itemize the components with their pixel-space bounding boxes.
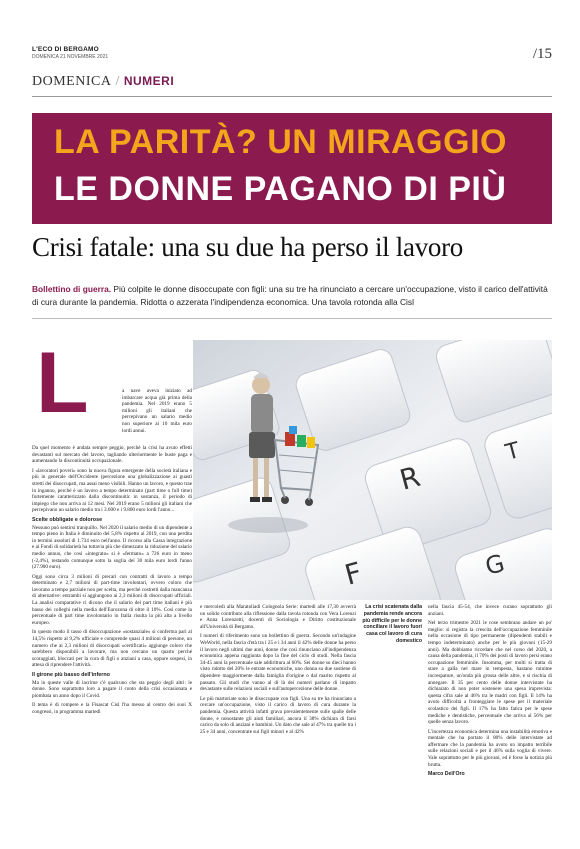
paragraph: Oggi sono circa 3 milioni di precari con contratti di lavoro a tempo determinato e 2,7 milioni di part-time involontari, ovvero coloro che lavorano a tempo parziale non per scelta, ma perché costretti dalla mancanza di alternative: entrambi si aggiungono ai 2,3 milioni di disoccupati ufficiali. La analisi comparative ci dicono che il salario dei part time italiani è più basso dei colleghi nella media dell'Eurozona di oltre il 10%. Così come la percentuale di part time involontario in Italia risulta la più alta a livello europeo. [32,573,192,626]
paragraph: I «lavoratori poveri» sono la nuova figura emergente della società italiana e più in generale dell'Occidente (percezione una globalizzazione ai guasti stretti dei disoccupati, ma assai meno visibili. Hanno un lavoro, e questo trae in inganno, perché è un lavoro a tempo determinato (part time o full time) fortemente caratterizzato dalla discontinuità: in sostanza, il periodo di impiego che non arriva ai 12 mesi. Nel 2019 erano 5 milioni gli italiani che percepivano un salario medio tra i 3.600 e i 9.800 euro lordi l'anno... [32,467,192,514]
headline-banner [32,113,552,224]
author-signature: Marco Dell'Oro [428,771,465,778]
paragraph: Nel terzo trimestre 2021 le cose sembrano andare un po' meglio: si registra la crescita dell'occupazione femminile nella occasione di tipo permanente (dipendenti stabili e tempo indeterminato) anche per le più giovani (15-29 anni). Ma dobbiamo ricordare che nel corso del 2020, a causa della pandemia, il 70% dei posti di lavoro persi erano occupazione femminile. Insomma, per molti si tratta di stare a galla nel mare in tempesta, bastano minime increspature, un'onda più grossa delle altre, e si rischia di annegare. Il 35 per cento delle donne intervistate ha dichiarato di non poter sostenere una spesa imprevista: questa cifra sale al 46% tra le madri con figli. Il 14% ha avuto difficoltà a fronteggiare le spese per il materiale scolastico dei figli. Il 17% ha fatto fatica per le spese mediche e dentistiche, percentuale che arriva al 56% per quelle senza lavoro. [428,620,552,726]
paragraph: Da quel momento è andata sempre peggio, perché la crisi ha avuto effetti devastanti sul mercato del lavoro, tagliando ulteriormente le buste paga e aumentando la discontinuità occupazionale. [32,445,192,465]
section-header [32,74,174,92]
svg-text:F: F [341,555,366,592]
svg-text:T: T [503,438,523,466]
summary-text: Più colpite le donne disoccupate con figli: una su tre ha rinunciato a cercare un'occupazione, visto il carico dell'attività di cura durante la pandemia. Ridotta o azzerata l'indipendenza economica. Una tavola rotonda alla Cisl [32,284,548,307]
paragraph: In questo modo il tasso di disoccupazione «sostanziale» si conferma pari al 14,5% rispetto al 9,2% ufficiale e comprende quasi 4 milioni di persone, un numero che ai 2,3 milioni di disoccupati «certificati» aggiunge coloro che sarebbero disponibili a lavorare, ma non cercano un quarto perché scoraggiati, bloccati per la cura di figli o anziani a casa, oppure sospesi, in attesa di riprendere l'attività. [32,629,192,669]
paragraph: nella fascia 45-54, che invece curano soprattutto gli anziani. [428,604,552,617]
paragraph: Il tema è di rompere e la Fisascat Cisl l'ha messo al centro dei suoi X congressi, in programma martedì [32,702,192,715]
keyboard-shopping-cart-photo [193,340,552,600]
page-number: /15 [532,46,552,62]
summary-lead: Bollettino di guerra. [32,284,112,294]
issue-date: DOMENICA 21 NOVEMBRE 2021 [32,54,109,60]
article-summary [32,283,552,308]
paragraph: e mercoledì alla Maratoliadi Colognola Serie: martedì alle 17,30 avverrà un solido contributo alla riflessione dalla tavola rotonda con Vera Lorenzi e Anna Lorenzetti, docenti di Sociologia e Diritto costituzionale all'Università di Bergamo. [200,604,356,630]
paragraph: Le più martoriate sono le disoccupate con figli. Una su tre ha rinunciato a cercare un'occupazione, visto il carico di lavoro di cura durante la pandemia. Questa attività infatti grava prevalentemente sulle spalle delle donne, e nonostante gli aiuti familiari, ancora il 38% dichiara di farsi carico da solo di anziani e bambini. Un dato che sale al 47% tra quelle tra i 25 e 34 anni, concentrate sui figli minori e al 42% [200,695,356,735]
drop-cap: L [36,335,89,431]
article-column-2 [200,604,356,738]
paragraph: Ma in queste valle di lacrime c'è qualcuno che sta peggio degli altri: le donne. Sono soprattutto loro a pagare il conto della crisi occasionata e piombata un anno dopo il Covid. [32,679,192,699]
section-name: DOMENICA [32,74,112,89]
masthead [32,46,552,70]
keyboard-shopping-cart-figurine-photo [193,340,552,600]
banner-line-2: LE DONNE PAGANO DI PIÙ [54,170,507,208]
article-intro [122,388,192,437]
article-column-1 [32,445,192,719]
intro-paragraph: a nave aveva iniziato ad imbarcare acqua già prima della pandemia. Nel 2019 erano 5 milioni gli italiani che percepivano un salario medio non superiore ai 10 mila euro lordi annui. [122,388,192,434]
main-headline: Crisi fatale: una su due ha perso il lavoro [32,232,463,262]
svg-text:R: R [396,459,424,497]
subheading: Scelte obbligate e dolorose [32,516,103,523]
banner-line-1: LA PARITÀ? UN MIRAGGIO [54,123,507,161]
subheading: Il girone più basso dell'inferno [32,672,110,678]
paragraph: I numeri di riferimento sono un bollettino di guerra. Secondo un'indagine WeWorld, nella fascia d'età tra i 25 e i 34 anni il 42% delle donne ha perso il lavoro negli ultimi due anni, donne che così rinunciano all'indipendenza economica appena raggiunta dopo la fine del ciclo di studi. Nella fascia 34-45 anni la percentuale sale addirittura al 60%. Sei donne su dieci hanno visto ridotto del 20% le entrate economiche, uno donna su due sostiene di dipendere maggiormente dalla famiglia d'origine o dal marito rispetto al passato. Gli studi che vanno al di là dei numeri parlano di impatto devastante sulle relazioni sociali e sull'autopercezione delle donne. [200,633,356,693]
section-divider [32,96,552,97]
article-column-4 [428,604,552,778]
summary-divider [32,318,552,319]
section-separator: / [115,74,120,89]
paragraph: Nessuno può sentirsi tranquillo. Nel 2020 il salario medio di un dipendente a tempo pieno in Italia è diminuito del 5,8% rispetto al 2019, con una perdita in termini assoluti di 1.734 euro nell'anno. Il ricorso alla Cassa integrazione e ai Fondi di solidarietà ha tuttavia più che dimezzato la riduzione del salario medio annuo, che così «integrato» si è «fermato» a 726 euro in meno (-2,4%), restando comunque sotto la soglia dei 30 mila euro lordi l'anno (27.900 euro). [32,524,192,571]
section-subtitle: NUMERI [123,74,175,88]
newspaper-name: L'ECO DI BERGAMO [32,46,99,53]
paragraph: L'incertezza economica determina una instabilità emotiva e mentale che ha portato il 80% delle intervistate ad affermare che la pandemia ha avuto un impatto terribile sulle relazioni sociali e per il 46% sulla voglia di vivere. Vale soprattutto per le più giovani, ed è forse la notizia più brutta. [428,728,552,768]
svg-text:G: G [482,548,508,581]
photo-caption: La crisi scatenata dalla pandemia rende ancora più difficile per le donne conciliare il lavoro fuori casa col lavoro di cura domestico [362,604,422,644]
